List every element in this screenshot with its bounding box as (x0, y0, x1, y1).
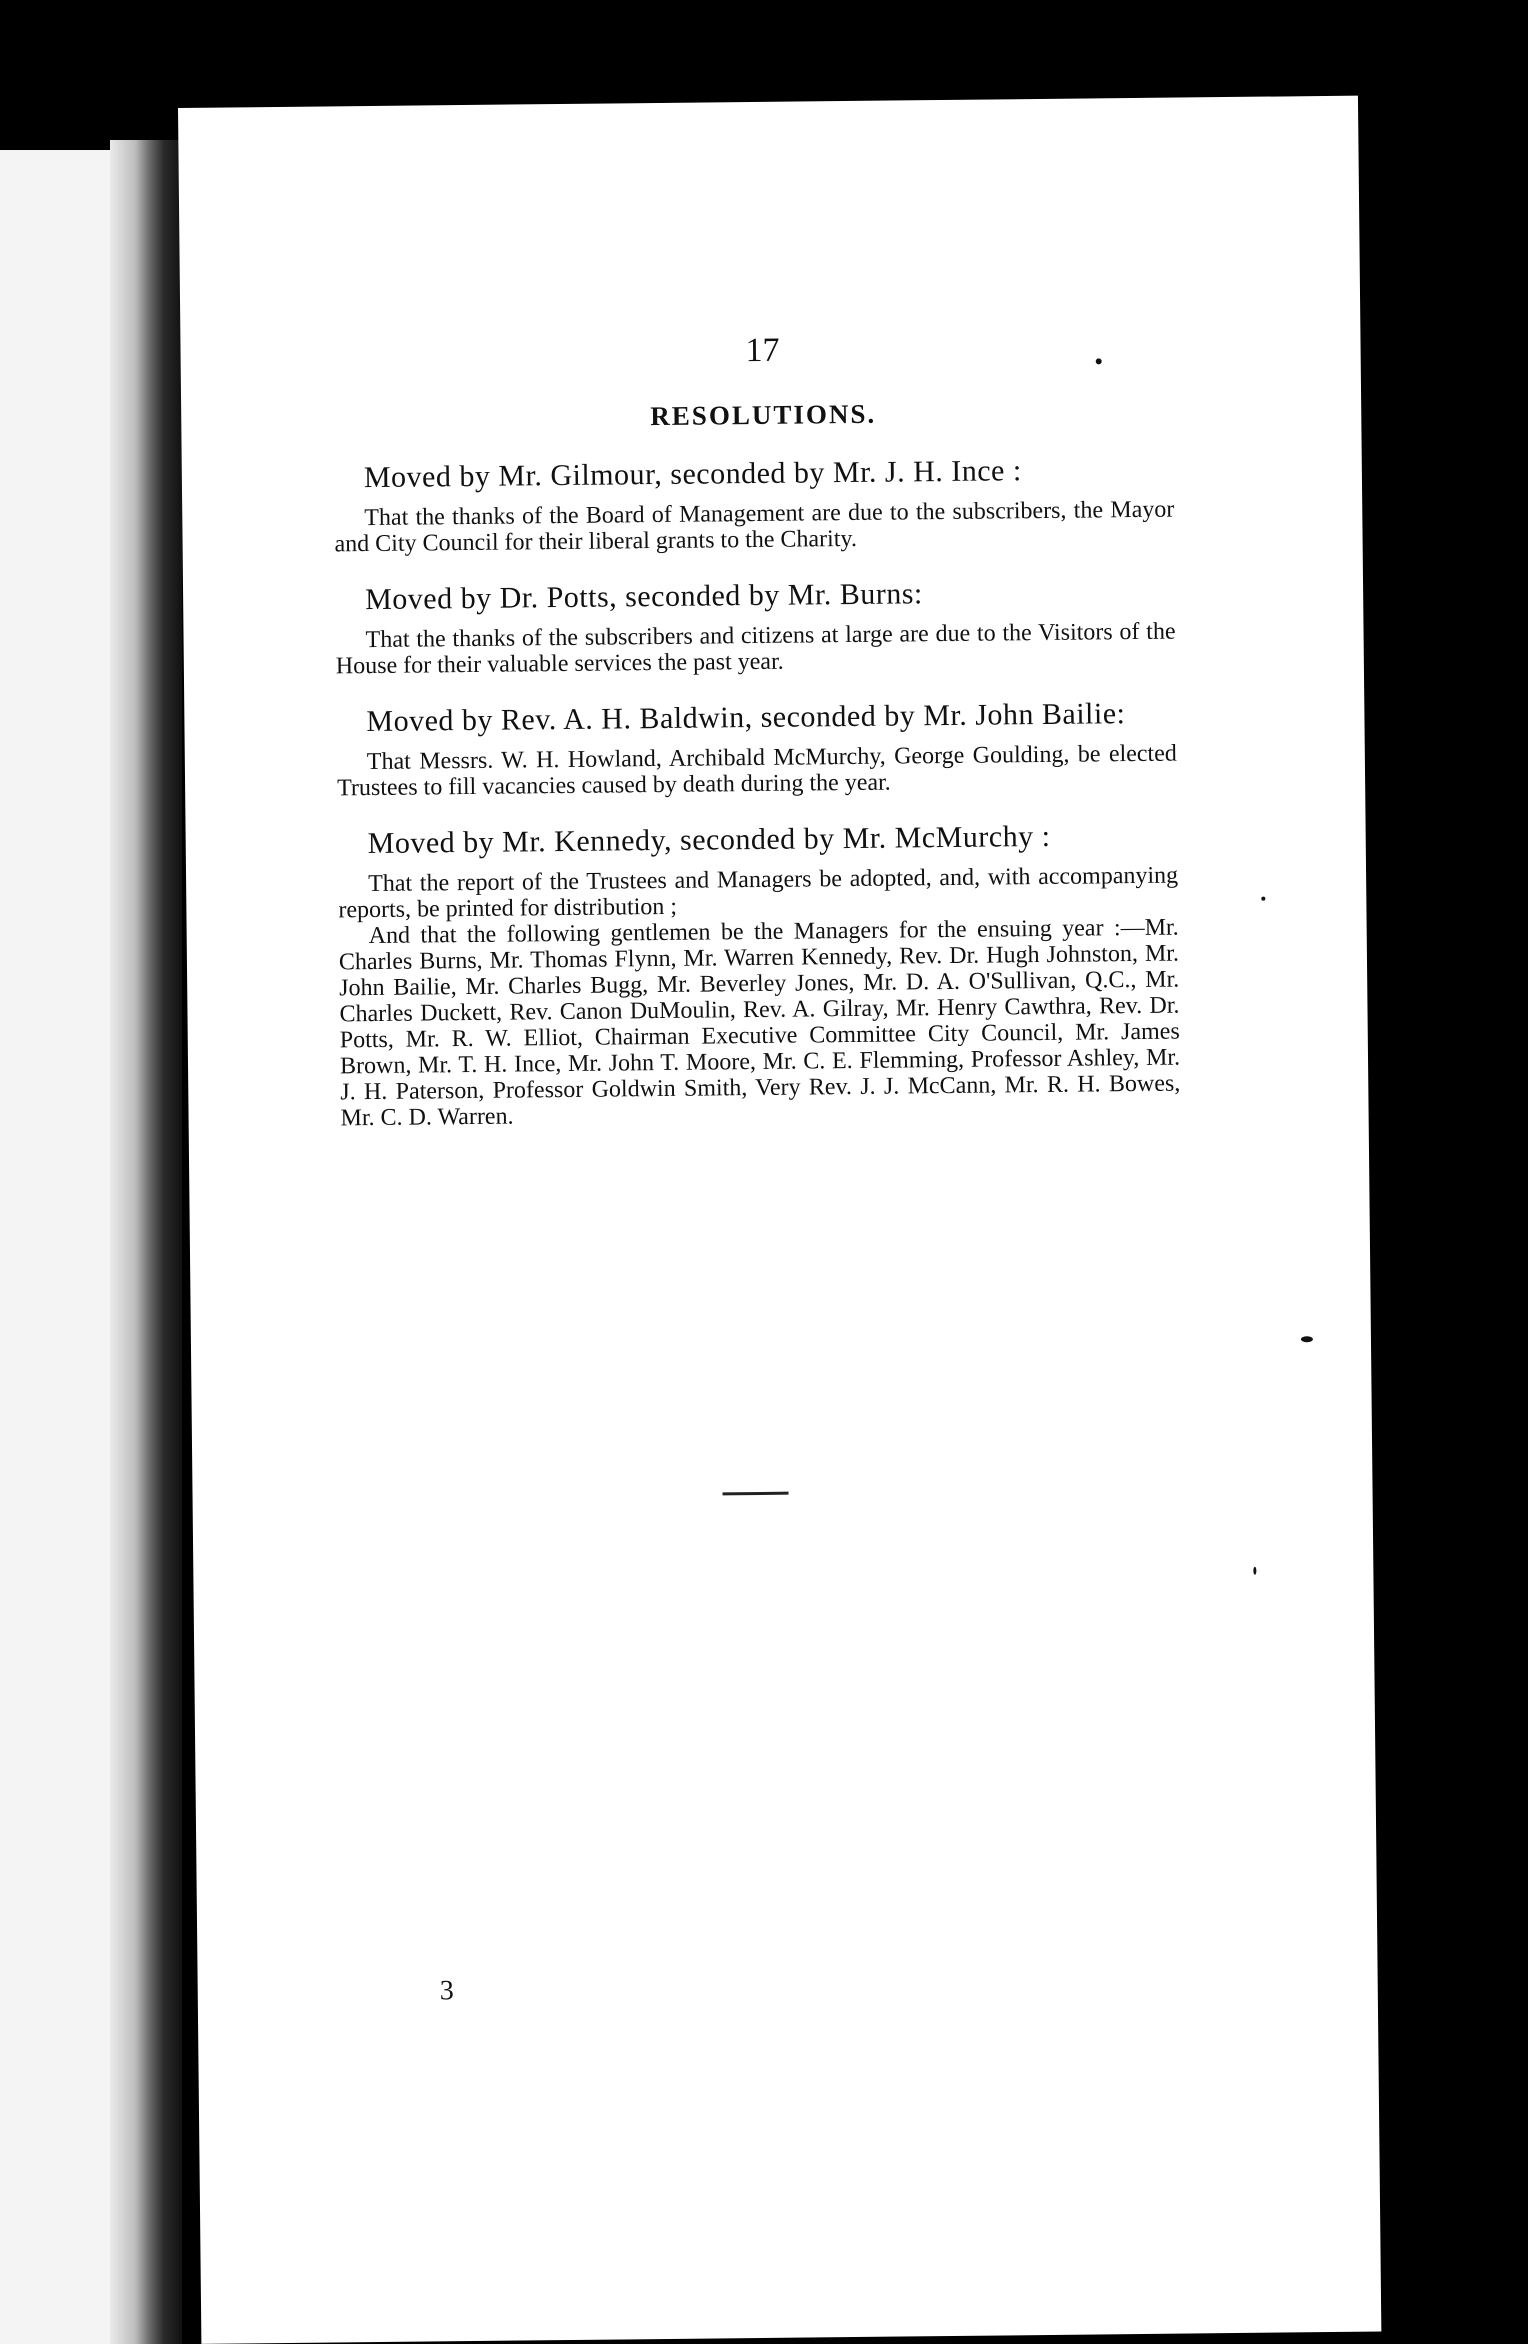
section-rule (723, 1492, 789, 1496)
resolution-text: That the report of the Trustees and Managers be adopted, and, with accompanying reports, be printed for distribution ; (338, 862, 1179, 924)
managers-list: And that the following gentlemen be the Managers for the ensuing year :—Mr. Charles Burns, Mr. Thomas Flynn, Mr. Warren Kennedy, Rev. Dr. Hugh Johnston, Mr. John Bailie, Mr. Charles Bugg, Mr. Beverley Jones, Mr. D. A. O'Sullivan, Q.C., Mr. Charles Duckett, Rev. Canon DuMoulin, Rev. A. Gilray, Mr. Henry Cawthra, Rev. Dr. Potts, Mr. R. W. Elliot, Chairman Executive Committee City Council, Mr. James Brown, Mr. T. H. Ince, Mr. John T. Moore, Mr. C. E. Flemming, Professor Ashley, Mr. J. H. Paterson, Professor Goldwin Smith, Very Rev. J. J. McCann, Mr. R. H. Bowes, Mr. C. D. Warren. (338, 914, 1181, 1132)
page-heading: RESOLUTIONS. (650, 398, 877, 432)
motion-line: Moved by Rev. A. H. Baldwin, seconded by Mr. John Bailie: (366, 697, 1126, 739)
resolution-3 (336, 697, 1177, 802)
resolution-4 (338, 819, 1181, 1132)
resolution-1 (334, 453, 1175, 558)
book-gutter (110, 140, 182, 2344)
resolution-text: That the thanks of the Board of Management are due to the subscribers, the Mayor and City Council for their liberal grants to the Charity. (334, 496, 1175, 558)
motion-line: Moved by Mr. Kennedy, seconded by Mr. McMurchy : (367, 819, 1051, 861)
scan-speck (1096, 358, 1102, 364)
resolution-text: That Messrs. W. H. Howland, Archibald McMurchy, George Goulding, be elected Trustees to fill vacancies caused by death during the year. (336, 740, 1177, 802)
page-number: 17 (745, 331, 780, 370)
motion-line: Moved by Dr. Potts, seconded by Mr. Burns: (364, 577, 923, 617)
document-page (178, 96, 1381, 2344)
scan-speck (1301, 1336, 1313, 1342)
motion-line: Moved by Mr. Gilmour, seconded by Mr. J. H. Ince : (363, 454, 1022, 495)
page-content (332, 326, 1340, 1131)
resolution-2 (335, 575, 1176, 680)
signature-mark: 3 (439, 1975, 454, 2007)
scan-speck (1261, 897, 1265, 901)
resolution-text: That the thanks of the subscribers and citizens at large are due to the Visitors of the House for their valuable services the past year. (335, 618, 1176, 680)
scan-speck (1253, 1567, 1256, 1575)
